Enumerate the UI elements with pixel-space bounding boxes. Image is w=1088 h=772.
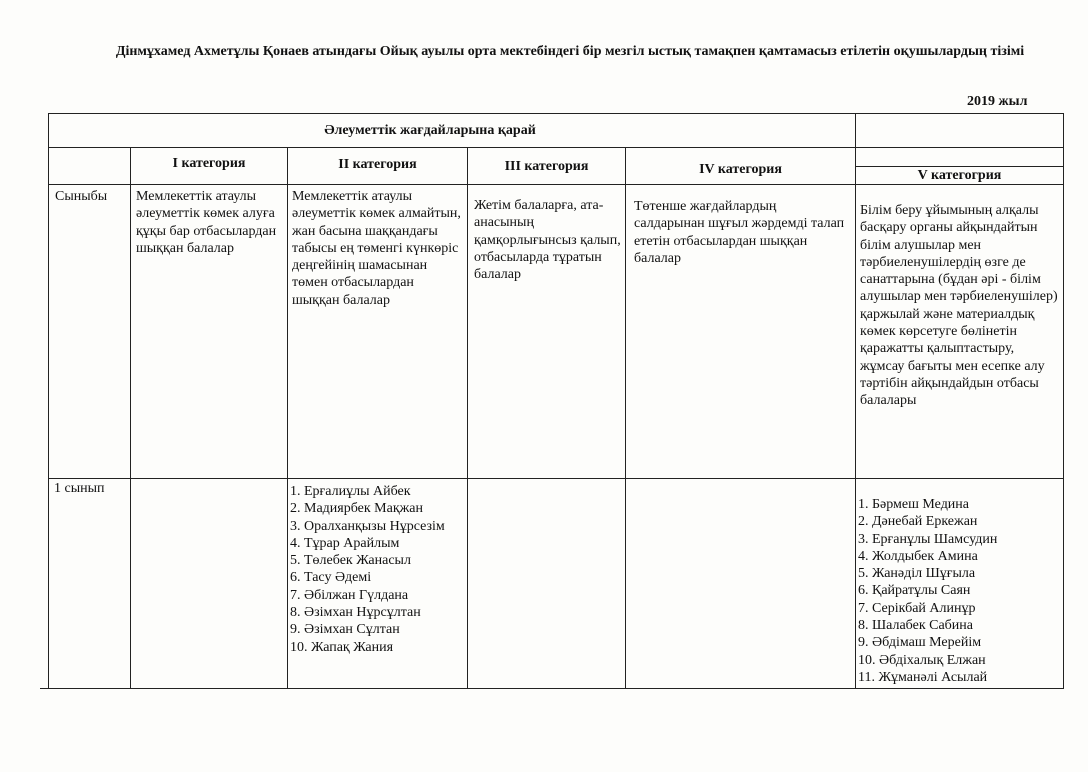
category-description-2: Мемлекеттік атаулы әлеуметтік көмек алмайтын, жан басына шаққандағы табысы ең төменгі күнкөріс деңгейінің шамасынан төмен отбасылардан шыққан балалар (292, 189, 461, 308)
table-border-top (48, 113, 1064, 114)
table-rule (287, 147, 288, 688)
list-item: 10. Әбдіхалық Елжан (858, 652, 986, 668)
list-item: 1. Ерғалиұлы Айбек (290, 484, 411, 499)
list-item: 4. Тұрар Арайлым (290, 535, 400, 551)
list-item: 2. Дәнебай Еркежан (858, 514, 978, 530)
category-description-4: Төтенше жағдайлардың салдарынан шұғыл жәрдемді талап ететін отбасылардан шыққан балалар (634, 199, 845, 266)
table-border-bottom (40, 688, 1064, 689)
category-description-5: Білім беру ұйымының алқалы басқару органы айқындайтын білім алушылар мен тәрбиеленушілердің өзге де санаттарына (бұдан әрі - білім алушылар мен тәрбиеленушілер) қаржылай және материалдық көмек көрсетуге бөлінетін қаражатты қалыптастыру, жұмсау бағыты мен есепке алу тәртібін айқындайдын отбасы балалары (860, 203, 1058, 409)
table-rule (625, 147, 626, 688)
table-border-right (1063, 113, 1064, 688)
list-item: 11. Жұманәлі Асылай (858, 669, 988, 685)
category-description-1: Мемлекеттік атаулы әлеуметтік көмек алуға құқы бар отбасылардан шыққан балалар (136, 189, 277, 256)
table-rule (855, 113, 856, 688)
list-item: 7. Әбілжан Гүлдана (290, 587, 409, 603)
table-rule (467, 147, 468, 688)
list-item: 5. Төлебек Жанасыл (290, 553, 411, 569)
document-year: 2019 жыл (967, 94, 1028, 109)
row-label-header: Сыныбы (55, 189, 108, 204)
table-border-left (48, 113, 49, 688)
list-item: 4. Жолдыбек Амина (858, 548, 978, 564)
group-header: Әлеуметтік жағдайларына қарай (324, 123, 536, 138)
category-header-5: V категогрия (917, 168, 1002, 183)
list-item: 5. Жанәділ Шұғыла (858, 566, 976, 582)
list-item: 3. Оралханқызы Нұрсезім (290, 518, 445, 534)
category-description-3: Жетім балаларға, ата-анасының қамқорлығынсыз қалып, отбасыларда тұратын балалар (474, 198, 621, 283)
category-5-student-list (858, 496, 1062, 686)
list-item: 8. Әзімхан Нұрсұлтан (290, 605, 421, 621)
list-item: 7. Серікбай Алинұр (858, 600, 976, 616)
class-label: 1 сынып (54, 481, 105, 496)
category-header-3: ІІІ категория (504, 159, 589, 174)
table-rule (130, 147, 131, 688)
document-title: Дінмұхамед Ахметұлы Қонаев атындағы Ойық ауылы орта мектебіндегі бір мезгіл ыстық тамақпен қамтамасыз етілетін оқушылардың тізімі (115, 44, 1025, 59)
category-2-student-list (290, 483, 460, 656)
list-item: 10. Жапақ Жания (290, 639, 394, 655)
list-item: 2. Мадиярбек Мақжан (290, 501, 424, 517)
table-rule (48, 478, 1064, 479)
table-rule (48, 184, 1064, 185)
table-rule (855, 166, 1064, 167)
category-header-1: І категория (172, 156, 246, 171)
list-item: 6. Қайратұлы Саян (858, 583, 971, 599)
list-item: 9. Әзімхан Сұлтан (290, 622, 400, 638)
list-item: 8. Шалабек Сабина (858, 618, 973, 634)
list-item: 1. Бәрмеш Медина (858, 497, 970, 512)
list-item: 3. Ерғанұлы Шамсудин (858, 531, 998, 547)
category-header-4: ІV категория (699, 162, 782, 177)
list-item: 9. Әбдімаш Мерейім (858, 635, 982, 651)
category-header-2: ІІ категория (338, 157, 417, 172)
list-item: 6. Тасу Әдемі (290, 570, 372, 586)
table-rule (48, 147, 1064, 148)
